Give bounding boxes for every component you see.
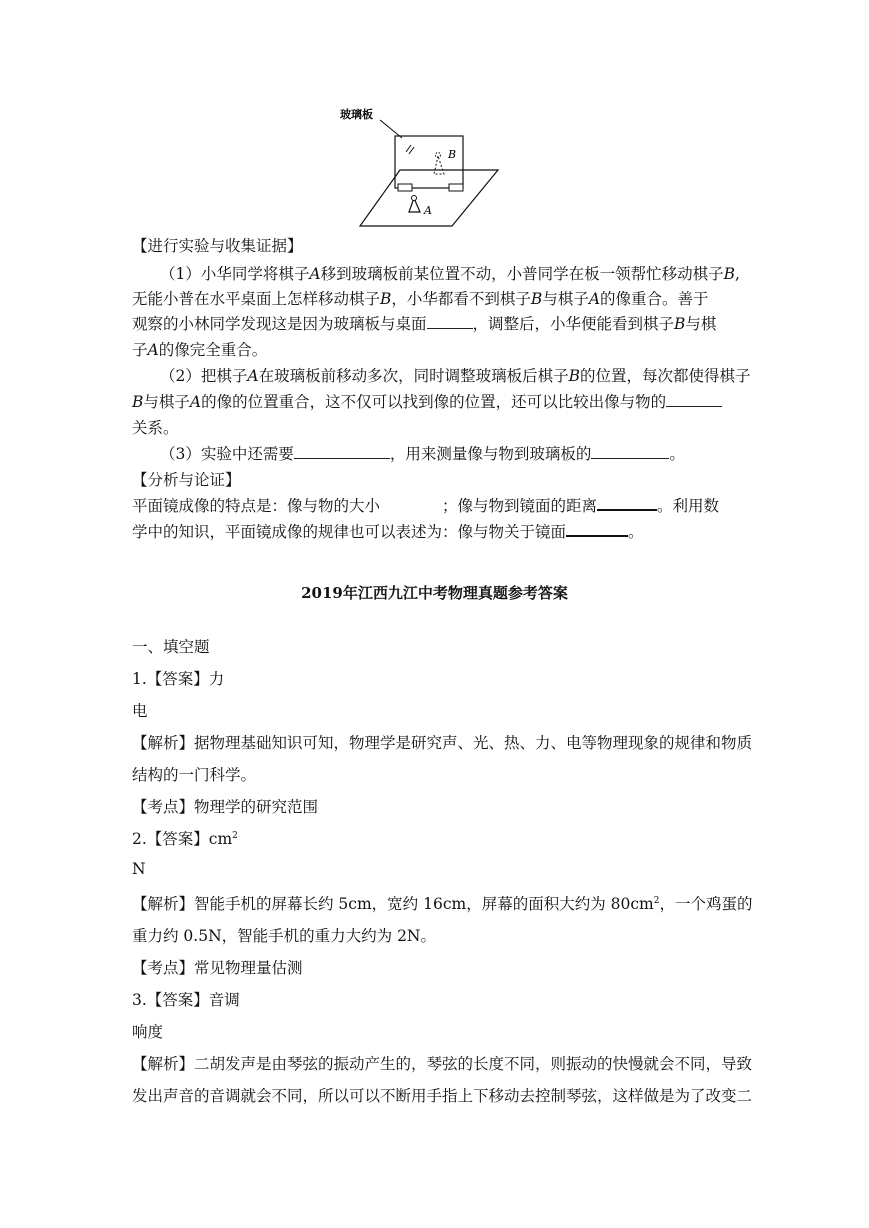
a2-answer: 2.【答案】$cm^2$ <box>132 830 238 848</box>
blank-q3-tool[interactable] <box>294 443 390 459</box>
glass-plate <box>395 136 463 188</box>
blank-q3-distance[interactable] <box>591 443 669 459</box>
analysis-line-2: 学中的知识，平面镜成像的规律也可以表述为：像与物关于镜面 。 <box>132 520 644 544</box>
q3-line-1: （3）实验中还需要 ，用来测量像与物到玻璃板的 。 <box>160 445 685 463</box>
board-label: 玻璃板 <box>340 108 373 121</box>
support-right <box>449 184 463 191</box>
piece-a-label: A <box>424 204 432 217</box>
a1-analysis-2: 结构的一门科学。 <box>132 766 257 784</box>
a2-answer-2: N <box>132 860 146 878</box>
section-heading: 一、填空题 <box>132 638 210 656</box>
a2-point: 【考点】常见物理量估测 <box>132 959 303 977</box>
table-surface <box>360 170 498 226</box>
q2-line-3: 关系。 <box>132 419 179 437</box>
experiment-heading: 【进行实验与收集证据】 <box>132 237 303 255</box>
a1-answer: 1.【答案】力 <box>132 670 225 688</box>
blank-q2[interactable] <box>666 391 722 407</box>
support-left <box>398 184 412 191</box>
piece-b <box>434 156 444 174</box>
a3-answer-2: 响度 <box>132 1023 164 1041</box>
a2-analysis-1: 【解析】智能手机的屏幕长约 5cm，宽约 16cm，屏幕的面积大约为 $80cm^2$，一个鸡蛋的 <box>132 895 753 913</box>
q2-line-2: B与棋子A的像的位置重合，这不仅可以找到像的位置，还可以比较出像与物的 <box>132 390 722 414</box>
piece-a-top <box>412 196 417 201</box>
q1-line-2: 无能小普在水平桌面上怎样移动棋子B，小华都看不到棋子B与棋子A的像重合。善于 <box>132 290 709 308</box>
glass-plate-diagram <box>340 98 510 230</box>
a3-analysis-2: 发出声音的音调就会不同，所以可以不断用手指上下移动去控制琴弦，这样做是为了改变二 <box>132 1087 753 1105</box>
a3-answer: 3.【答案】音调 <box>132 991 240 1009</box>
q2-line-1: （2）把棋子A在玻璃板前移动多次，同时调整玻璃板后棋子B的位置，每次都使得棋子 <box>160 367 751 385</box>
glass-mark <box>409 147 414 154</box>
blank-q1[interactable] <box>427 313 473 329</box>
a1-point: 【考点】物理学的研究范围 <box>132 798 319 816</box>
answers-title: 2019年江西九江中考物理真题参考答案 <box>301 584 568 602</box>
blank-symmetry[interactable] <box>566 520 628 537</box>
a1-analysis-1: 【解析】据物理基础知识可知，物理学是研究声、光、热、力、电等物理现象的规律和物质 <box>132 734 753 752</box>
blank-distance[interactable] <box>597 494 657 511</box>
analysis-line-1: 平面镜成像的特点是：像与物的大小 ；像与物到镜面的距离 。利用数 <box>132 494 719 518</box>
a2-analysis-2: 重力约 0.5N，智能手机的重力大约为 2N。 <box>132 927 436 945</box>
a1-answer-2: 电 <box>132 702 148 720</box>
glass-mark <box>406 145 411 152</box>
q1-line-4: 子A的像完全重合。 <box>132 341 268 359</box>
piece-b-label: B <box>448 148 457 161</box>
q1-line-3: 观察的小林同学发现这是因为玻璃板与桌面 ，调整后，小华便能看到棋子B与棋 <box>132 315 717 333</box>
label-pointer <box>380 120 402 138</box>
analysis-heading: 【分析与论证】 <box>132 471 241 489</box>
q1-line-1: （1）小华同学将棋子A移到玻璃板前某位置不动，小普同学在板一领帮忙移动棋子B, <box>160 265 740 283</box>
a3-analysis-1: 【解析】二胡发声是由琴弦的振动产生的，琴弦的长度不同，则振动的快慢就会不同，导致 <box>132 1055 753 1073</box>
